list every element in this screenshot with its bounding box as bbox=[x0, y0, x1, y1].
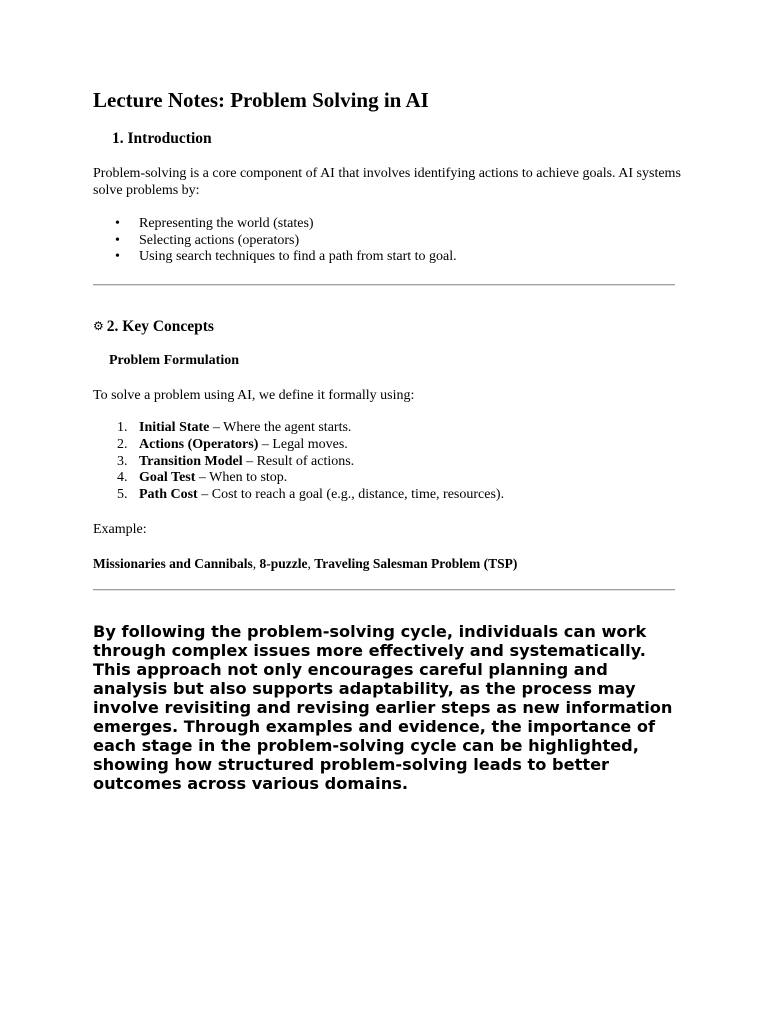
problem-formulation-subheading: Problem Formulation bbox=[109, 353, 240, 368]
step-term: Goal Test bbox=[139, 470, 196, 486]
key-concepts-heading: ⚙ 2. Key Concepts bbox=[93, 318, 214, 335]
step-description: – Legal moves. bbox=[258, 436, 348, 452]
formulation-steps-list bbox=[93, 420, 504, 504]
examples-line: Missionaries and Cannibals, 8-puzzle, Traveling Salesman Problem (TSP) bbox=[93, 556, 518, 571]
key-concepts-paragraph: To solve a problem using AI, we define it formally using: bbox=[93, 388, 415, 403]
bullet-icon: • bbox=[115, 249, 120, 265]
step-term: Actions (Operators) bbox=[139, 436, 259, 452]
introduction-paragraph: Problem-solving is a core component of AI that involves identifying actions to achieve goals. AI systems solve problems by: bbox=[93, 166, 681, 198]
example-item: 8-puzzle bbox=[259, 556, 308, 571]
example-item: Missionaries and Cannibals bbox=[93, 556, 253, 571]
step-term: Path Cost bbox=[139, 487, 198, 503]
list-item: 1. Initial State – Where the agent starts. bbox=[117, 420, 352, 435]
example-label: Example: bbox=[93, 522, 147, 537]
step-term: Initial State bbox=[139, 420, 210, 435]
introduction-bullet-list bbox=[93, 216, 457, 266]
page-title: Lecture Notes: Problem Solving in AI bbox=[93, 88, 429, 112]
list-item: 2. Actions (Operators) – Legal moves. bbox=[117, 436, 348, 452]
horizontal-divider bbox=[93, 589, 675, 591]
example-item: Traveling Salesman Problem (TSP) bbox=[314, 556, 518, 571]
horizontal-divider bbox=[93, 284, 675, 286]
step-description: – Result of actions. bbox=[242, 453, 355, 469]
step-description: – Where the agent starts. bbox=[209, 420, 352, 435]
introduction-heading: 1. Introduction bbox=[112, 130, 212, 147]
list-item: • Representing the world (states) bbox=[115, 216, 314, 231]
list-item: • Using search techniques to find a path from start to goal. bbox=[115, 249, 457, 265]
list-item: 5. Path Cost – Cost to reach a goal (e.g., distance, time, resources). bbox=[117, 487, 505, 503]
step-term: Transition Model bbox=[139, 453, 243, 469]
step-description: – When to stop. bbox=[195, 470, 288, 486]
list-item: 4. Goal Test – When to stop. bbox=[117, 470, 288, 486]
bullet-icon: • bbox=[115, 216, 120, 231]
step-description: – Cost to reach a goal (e.g., distance, time, resources). bbox=[197, 487, 505, 503]
list-item: 3. Transition Model – Result of actions. bbox=[117, 453, 355, 469]
closing-paragraph: By following the problem-solving cycle, individuals can work through complex issues more effectively and systematically. This approach not only encourages careful planning and analysis but also supports adaptability, as the process may involve revisiting and revising earlier steps as new information emerges. Through examples and evidence, the importance of each stage in the problem-solving cycle can be highlighted, showing how structured problem-solving leads to better outcomes across various domains. bbox=[93, 622, 673, 793]
list-item: • Selecting actions (operators) bbox=[115, 232, 300, 248]
gear-icon: ⚙ bbox=[93, 319, 104, 333]
bullet-icon: • bbox=[115, 232, 120, 248]
